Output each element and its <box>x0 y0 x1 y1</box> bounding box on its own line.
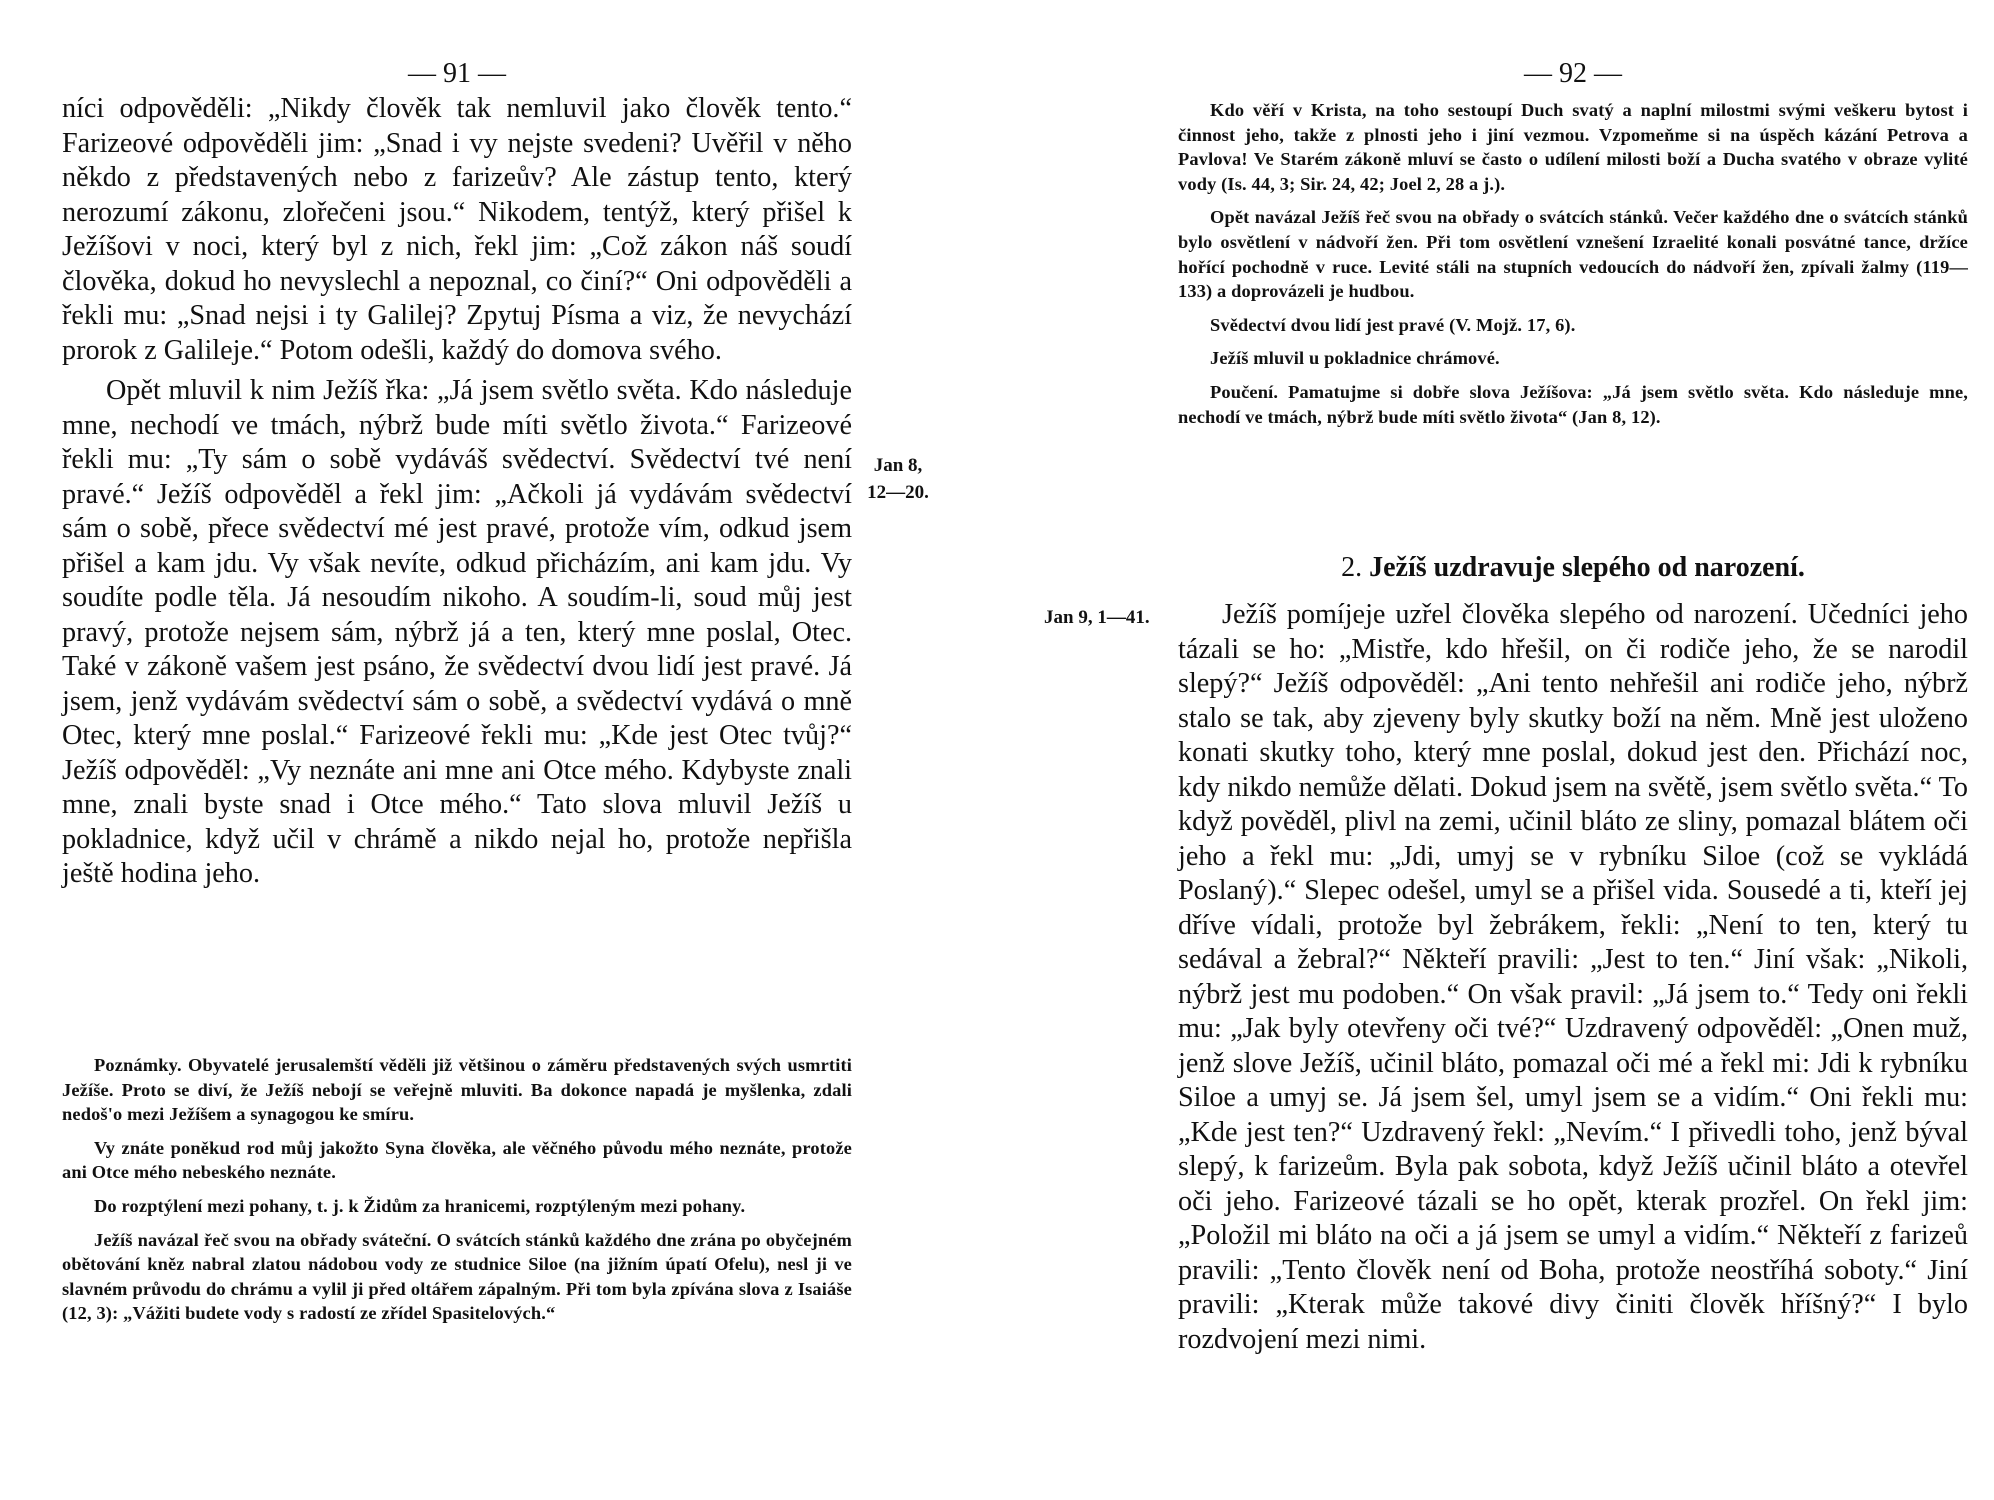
lesson-label: Poučení. <box>1210 381 1279 402</box>
lesson-text: Pamatujme si dobře slova Ježíšova: „Já jsem světlo světa. Kdo následuje mne, nechodí ve tmách, nýbrž bude míti světlo života“ (Jan 8, 12). <box>1178 381 1969 427</box>
paragraph: Ježíš pomíjeje uzřel člověka slepého od narození. Učedníci jeho tázali se ho: „Mistře, kdo hřešil, on či rodiče jeho, že se narodil slepý?“ Ježíš odpověděl: „Ani tento nehřešil ani rodiče jeho, nýbrž stalo se tak, aby zjeveny byly skutky boží na něm. Mně jest uloženo konati skutky toho, který mne poslal, dokud jest den. Přichází noc, kdy nikdo nemůže dělati. Dokud jsem na světě, jsem světlo světa.“ To když pověděl, plivl na zemi, učinil bláto ze sliny, pomazal blátem oči jeho a řekl mu: „Jdi, umyj se v rybníku Siloe (což se vykládá Poslaný).“ Slepec odešel, umyl se a přišel vida. Sousedé a ti, kteří jej dříve vídali, protože byl žebrákem, řekli: „Není to ten, který tu sedával a žebral?“ Někteří pravili: „Jest to ten.“ Jiní však: „Nikoli, nýbrž jest mu podoben.“ On však pravil: „Já jsem to.“ Tedy oni řekli mu: „Jak byly otevřeny oči tvé?“ Uzdravený odpověděl: „Onen muž, jenž slove Ježíš, učinil bláto, pomazal oči mé a řekl mi: Jdi k rybníku Siloe a umyj se. Já jsem šel, umyl jsem se a vidím.“ Oni řekli mu: „Kde jest ten?“ Uzdravený řekl: „Nevím.“ I přivedli toho, jenž býval slepý, k farizeům. Byla pak sobota, když Ježíš učinil bláto a otevřel oči jeho. Farizeové tázali se ho opět, kterak prozřel. On řekl jim: „Položil mi bláto na oči a já jsem se umyl a vidím.“ Někteří z farizeů pravili: „Tento člověk není od Boha, protože neostříhá soboty.“ Jiní pravili: „Kterak může takové divy činiti člověk hříšný?“ I bylo rozdvojení mezi nimi. <box>1178 599 1968 1355</box>
note-text: Obyvatelé jerusalemští věděli již většinou o záměru představených svých usmrtiti Ježíše. Proto se diví, že Ježíš nebojí se veřejně mluviti. Ba dokonce napadá je myšlenka, zdali nedoš'o mezi Ježíšem a synagogou ke smíru. <box>62 1055 852 1125</box>
notes <box>1178 98 1968 438</box>
note <box>62 1053 852 1127</box>
note: Svědectví dvou lidí jest pravé (V. Mojž. 17, 6). <box>1210 314 1576 335</box>
note: Kdo věří v Krista, na toho sestoupí Duch svatý a naplní milostmi svými veškeru bytost i činnost jeho, takže z plnosti jeho i jiní vezmou. Vzpomeňme si na úspěch kázání Petrova a Pavlova! Ve Starém zákoně mluví se často o udílení milosti boží a Ducha svatého v obraze vylité vody (Is. 44, 3; Sir. 24, 42; Joel 2, 28 a j.). <box>1178 100 1968 194</box>
margin-reference: Jan 9, 1—41. <box>1044 607 1150 628</box>
paragraph: níci odpověděli: „Nikdy člověk tak nemluvil jako člověk tento.“ Farizeové odpověděli jim: „Snad i vy nejste svedeni? Uvěřil v něho někdo z představených nebo z farizeův? Ale zástup tento, který nerozumí zákonu, zlořečeni jsou.“ Nikodem, tentýž, který přišel k Ježíšovi v noci, který byl z nich, řekl jim: „Což zákon náš soudí člověka, dokud ho nevyslechl a nepoznal, co činí?“ Oni odpověděli a řekli mu: „Snad nejsi i ty Galilej? Zpytuj Písma a viz, že nevychází prorok z Galileje.“ Potom odešli, každý do domova svého. <box>62 93 852 366</box>
heading-title: Ježíš uzdravuje slepého od narození. <box>1369 552 1805 583</box>
paragraph: Opět mluvil k nim Ježíš řka: „Já jsem světlo světa. Kdo následuje mne, nechodí ve tmách, nýbrž bude míti světlo života.“ Farizeové řekli mu: „Ty sám o sobě vydáváš svědectví. Svědectví tvé není pravé.“ Ježíš odpověděl a řekl jim: „Ačkoli já vydávám svědectví sám o sobě, přece svědectví mé jest pravé, protože vím, odkud jsem přišel a kam jdu. Vy však nevíte, odkud přicházím, ani kam jdu. Vy soudíte podle těla. Já nesoudím nikoho. A soudím-li, soud můj jest pravý, protože nejsem sám, nýbrž já a ten, který mne poslal, Otec. Také v zákoně vašem jest psáno, že svědectví dvou lidí jest pravé. Já jsem, jenž vydávám svědectví sám o sobě, a svědectví vydává o mně Otec, který mne poslal.“ Farizeové řekli mu: „Kde jest Otec tvůj?“ Ježíš odpověděl: „Vy neznáte ani mne ani Otce mého. Kdybyste znali mne, znali byste snad i Otce mého.“ Tato slova mluvil Ježíš u pokladnice, když učil v chrámě a nikdo nejal ho, protože nepřišla ještě hodina jeho. <box>62 375 852 889</box>
notes <box>62 1053 852 1335</box>
note: Do rozptýlení mezi pohany, t. j. k Židům za hranicemi, rozptýleným mezi pohany. <box>94 1195 746 1216</box>
note: Opět navázal Ježíš řeč svou na obřady o svátcích stánků. Večer každého dne o svátcích stánků bylo osvětlení v nádvoří žen. Při tom osvětlení vznešení Izraelité konali posvátné tance, držíce hořící pochodně v ruce. Levité stáli na stupních vedoucích do nádvoří žen, zpívali žalmy (119—133) a doprovázeli je hudbou. <box>1178 207 1968 302</box>
note: Ježíš navázal řeč svou na obřady sváteční. O svátcích stánků každého dne zrána po obyčejném obětování kněz nabral zlatou nádobou vody ze studnice Siloe (na jižním úpatí Ofelu), nesl ji ve slavném průvodu do chrámu a vylil ji před oltářem zápalným. Při tom byla zpívána slova z Isaiáše (12, 3): „Vážiti budete vody s radostí ze zřídel Spasitelových.“ <box>62 1229 852 1324</box>
notes-label: Poznámky. <box>94 1055 182 1075</box>
page-number: — 91 — <box>408 58 506 89</box>
note: Vy znáte poněkud rod můj jakožto Syna člověka, ale věčného původu mého neznáte, protože ani Otce mého nebeského neznáte. <box>62 1137 852 1183</box>
note: Ježíš mluvil u pokladnice chrámové. <box>1210 348 1500 369</box>
main-text <box>62 92 852 892</box>
note <box>1178 380 1968 429</box>
section-heading <box>1178 552 1968 584</box>
margin-ref-line: Jan 8, <box>873 455 923 476</box>
margin-ref-line: 12—20. <box>867 482 929 503</box>
margin-reference <box>866 452 930 506</box>
main-text <box>1178 598 1968 1357</box>
page-number: — 92 — <box>1524 58 1622 89</box>
heading-number: 2. <box>1341 552 1363 583</box>
